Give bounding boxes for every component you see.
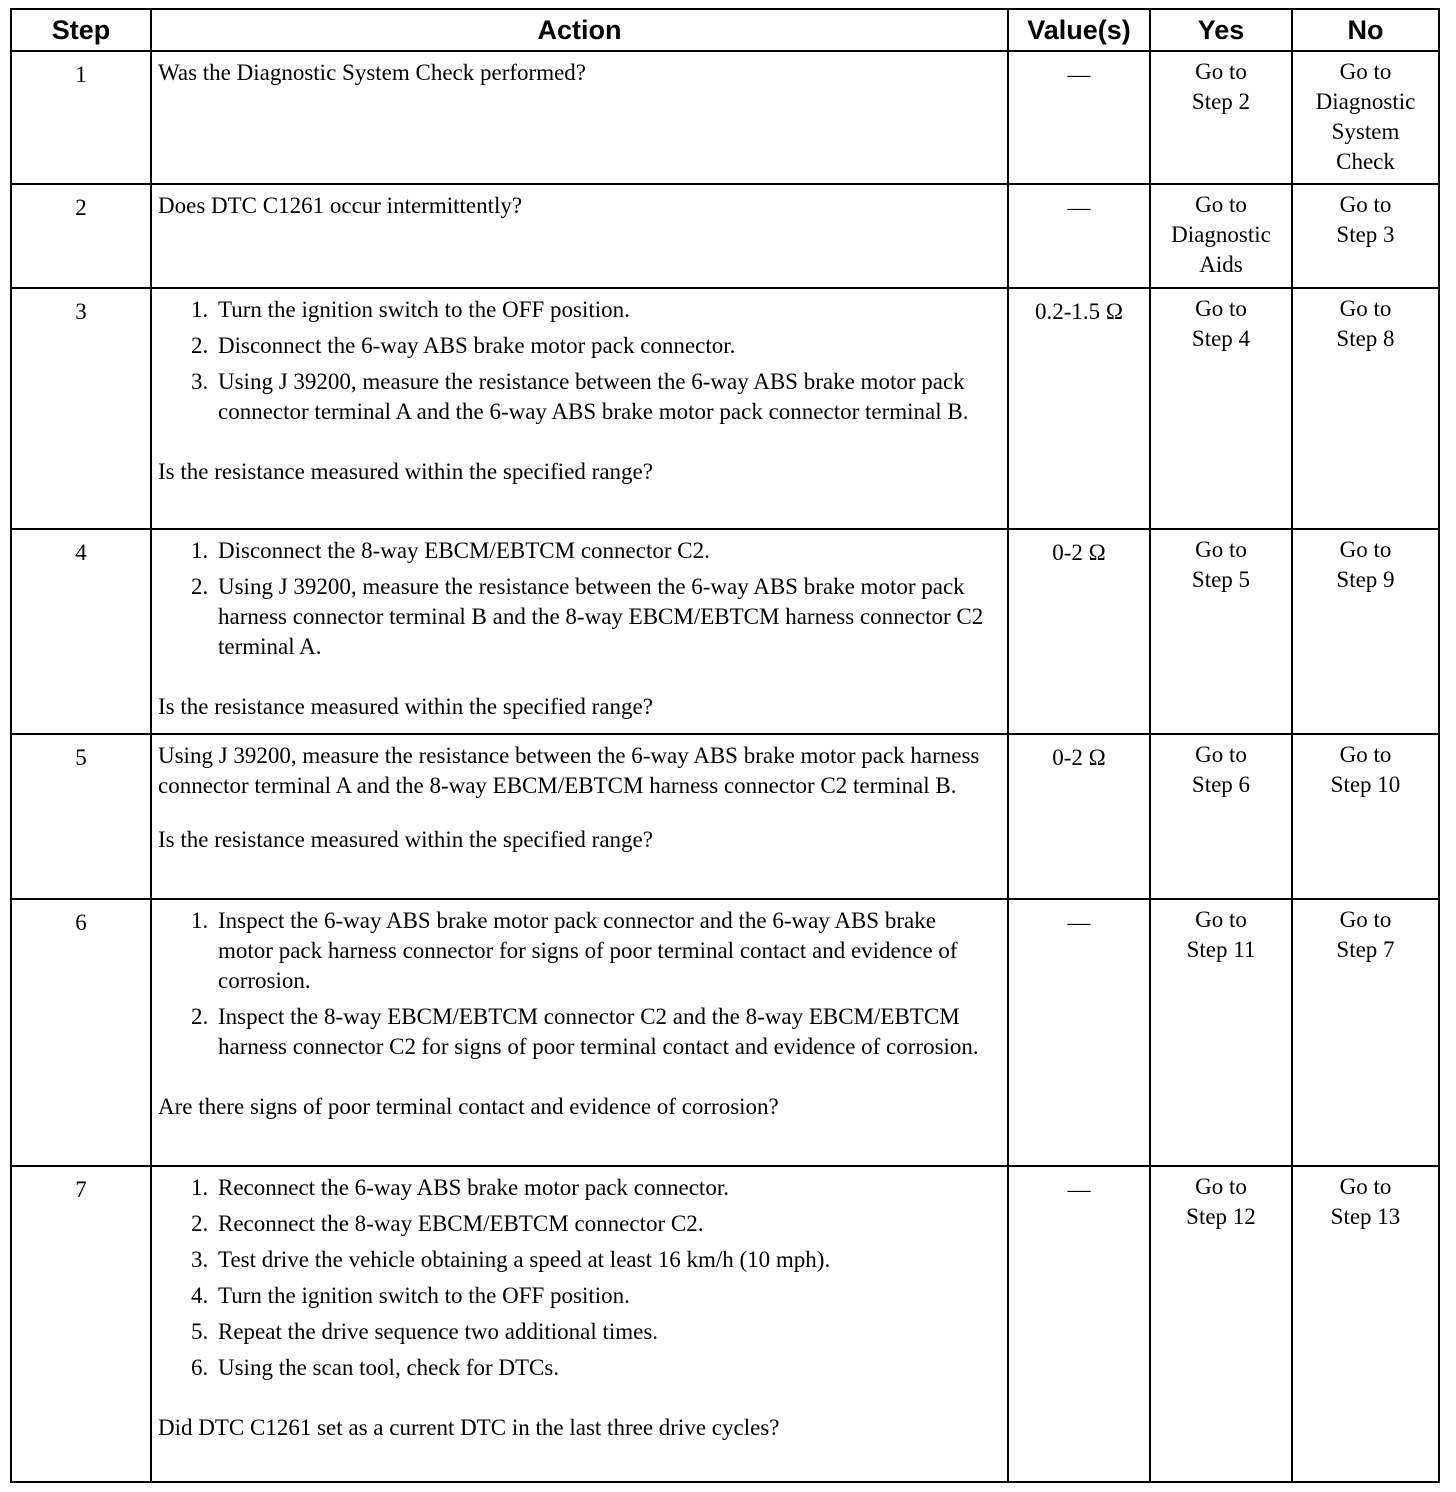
action-cell — [151, 288, 1008, 529]
action-step: 6. Using the scan tool, check for DTCs. — [214, 1353, 993, 1383]
action-step: 3. Test drive the vehicle obtaining a speed at least 16 km/h (10 mph). — [214, 1245, 993, 1275]
action-step: 1. Disconnect the 8-way EBCM/EBTCM connector C2. — [214, 536, 993, 566]
step-number: 6 — [11, 899, 151, 1166]
yes-cell: Go to Step 5 — [1150, 529, 1292, 734]
action-question: Is the resistance measured within the specified range? — [158, 694, 653, 719]
action-step: 2. Disconnect the 6-way ABS brake motor pack connector. — [214, 331, 993, 361]
no-cell: Go to Diagnostic System Check — [1292, 51, 1439, 184]
action-cell — [151, 734, 1008, 899]
step-number: 2 — [11, 184, 151, 288]
value-cell: — — [1008, 184, 1150, 288]
yes-cell: Go to Step 6 — [1150, 734, 1292, 899]
no-cell: Go to Step 13 — [1292, 1166, 1439, 1482]
table-row — [11, 734, 1439, 899]
header-step: Step — [11, 9, 151, 51]
table-row — [11, 51, 1439, 184]
action-step: 1. Reconnect the 6-way ABS brake motor pack connector. — [214, 1173, 993, 1203]
action-question: Is the resistance measured within the specified range? — [158, 459, 653, 484]
table-row — [11, 899, 1439, 1166]
value-cell: — — [1008, 51, 1150, 184]
action-step: 5. Repeat the drive sequence two additional times. — [214, 1317, 993, 1347]
no-cell: Go to Step 8 — [1292, 288, 1439, 529]
action-cell — [151, 184, 1008, 288]
table-row — [11, 1166, 1439, 1482]
step-number: 7 — [11, 1166, 151, 1482]
header-row — [11, 9, 1439, 51]
action-cell — [151, 529, 1008, 734]
action-question: Did DTC C1261 set as a current DTC in the last three drive cycles? — [158, 1415, 780, 1440]
yes-cell: Go to Step 4 — [1150, 288, 1292, 529]
value-cell: — — [1008, 899, 1150, 1166]
table-row — [11, 184, 1439, 288]
value-cell: — — [1008, 1166, 1150, 1482]
yes-cell: Go to Step 11 — [1150, 899, 1292, 1166]
action-cell — [151, 899, 1008, 1166]
action-question: Is the resistance measured within the specified range? — [158, 827, 653, 852]
yes-cell: Go to Step 12 — [1150, 1166, 1292, 1482]
no-cell: Go to Step 10 — [1292, 734, 1439, 899]
table-row — [11, 288, 1439, 529]
step-number: 5 — [11, 734, 151, 899]
action-step: 3. Using J 39200, measure the resistance between the 6-way ABS brake motor pack connector terminal A and the 6-way ABS brake motor pack connector terminal B. — [214, 367, 993, 427]
action-cell — [151, 1166, 1008, 1482]
action-step: 4. Turn the ignition switch to the OFF position. — [214, 1281, 993, 1311]
action-text: Was the Diagnostic System Check performed? — [158, 60, 587, 85]
action-question: Are there signs of poor terminal contact and evidence of corrosion? — [158, 1094, 779, 1119]
action-steps-list — [158, 536, 993, 662]
action-steps-list — [158, 1173, 993, 1383]
action-step: 2. Reconnect the 8-way EBCM/EBTCM connector C2. — [214, 1209, 993, 1239]
header-values: Value(s) — [1008, 9, 1150, 51]
value-cell: 0.2-1.5 Ω — [1008, 288, 1150, 529]
action-cell — [151, 51, 1008, 184]
header-yes: Yes — [1150, 9, 1292, 51]
action-step: 1. Inspect the 6-way ABS brake motor pack connector and the 6-way ABS brake motor pack harness connector for signs of poor terminal contact and evidence of corrosion. — [214, 906, 993, 996]
table-row — [11, 529, 1439, 734]
header-no: No — [1292, 9, 1439, 51]
header-action: Action — [151, 9, 1008, 51]
value-cell: 0-2 Ω — [1008, 734, 1150, 899]
action-text: Using J 39200, measure the resistance between the 6-way ABS brake motor pack harness connector terminal A and the 8-way EBCM/EBTCM harness connector C2 terminal B. — [158, 743, 980, 798]
value-cell: 0-2 Ω — [1008, 529, 1150, 734]
action-text: Does DTC C1261 occur intermittently? — [158, 193, 523, 218]
diagnostic-table — [10, 8, 1440, 1483]
yes-cell: Go to Step 2 — [1150, 51, 1292, 184]
step-number: 3 — [11, 288, 151, 529]
action-steps-list — [158, 295, 993, 427]
action-steps-list — [158, 906, 993, 1062]
action-step: 1. Turn the ignition switch to the OFF position. — [214, 295, 993, 325]
step-number: 1 — [11, 51, 151, 184]
no-cell: Go to Step 9 — [1292, 529, 1439, 734]
no-cell: Go to Step 3 — [1292, 184, 1439, 288]
no-cell: Go to Step 7 — [1292, 899, 1439, 1166]
yes-cell: Go to Diagnostic Aids — [1150, 184, 1292, 288]
step-number: 4 — [11, 529, 151, 734]
action-step: 2. Using J 39200, measure the resistance between the 6-way ABS brake motor pack harness connector terminal B and the 8-way EBCM/EBTCM harness connector C2 terminal A. — [214, 572, 993, 662]
action-step: 2. Inspect the 8-way EBCM/EBTCM connector C2 and the 8-way EBCM/EBTCM harness connector C2 for signs of poor terminal contact and evidence of corrosion. — [214, 1002, 993, 1062]
